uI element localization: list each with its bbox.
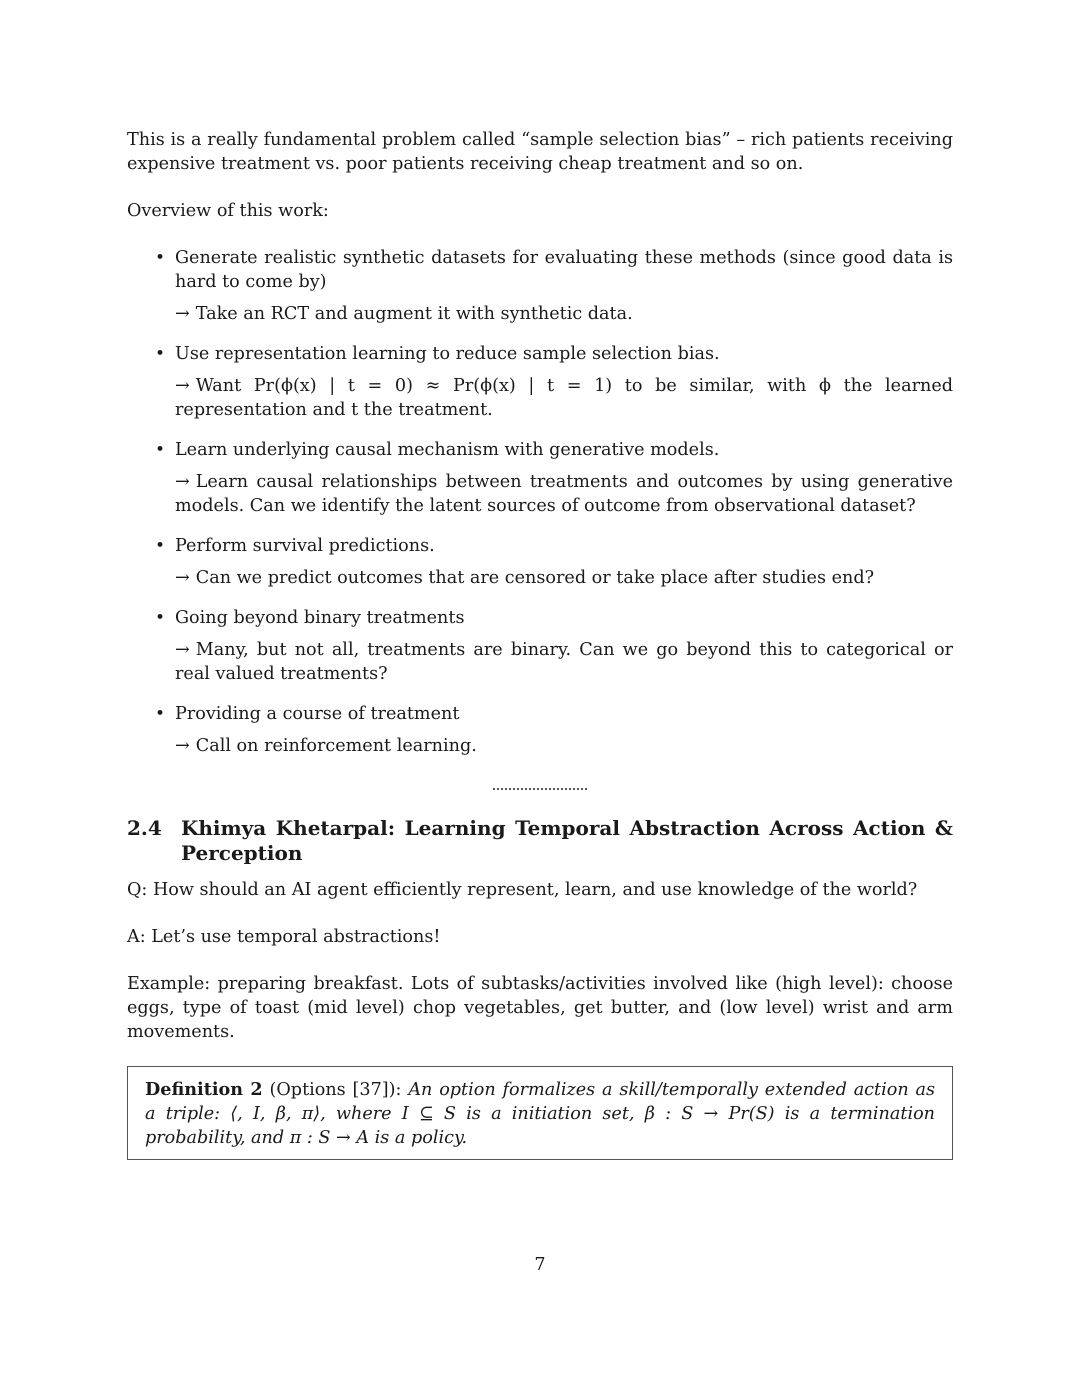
arrow-icon: → — [175, 304, 190, 324]
list-item-sub — [175, 566, 953, 590]
overview-heading: Overview of this work: — [127, 201, 329, 221]
list-item-sub-text: Learn causal relationships between treatments and outcomes by using generative models. Can we identify the latent sources of outcome from observational dataset? — [175, 472, 953, 516]
section-title: Khimya Khetarpal: Learning Temporal Abstraction Across Action & Perception — [181, 816, 953, 865]
list-item-sub-text: Can we predict outcomes that are censored or take place after studies end? — [195, 568, 875, 588]
page-number: 7 — [534, 1255, 546, 1275]
arrow-icon: → — [175, 736, 190, 756]
list-item-sub — [175, 302, 953, 326]
list-item — [127, 246, 953, 326]
arrow-icon: → — [175, 472, 190, 492]
page-content — [127, 128, 953, 1160]
definition-ref: (Options [37]): — [269, 1080, 402, 1100]
answer-paragraph: A: Let’s use temporal abstractions! — [127, 927, 441, 947]
list-item-sub — [175, 374, 953, 422]
list-item-main: Going beyond binary treatments — [175, 608, 465, 628]
list-item-sub-text: Call on reinforcement learning. — [195, 736, 477, 756]
list-item-main: Generate realistic synthetic datasets for evaluating these methods (since good data is hard to come by) — [175, 248, 953, 292]
bullet-icon: • — [155, 536, 166, 556]
list-item-main: Perform survival predictions. — [175, 536, 435, 556]
definition-box — [127, 1066, 953, 1160]
bullet-icon: • — [155, 440, 166, 460]
list-item-main: Use representation learning to reduce sample selection bias. — [175, 344, 720, 364]
definition-text: An option formalizes a skill/temporally extended action as a triple: ⟨, I, β, π⟩, where I ⊆ S is a initiation set, β : S → Pr(S) is a termination probability, and π : S → A is a policy. — [145, 1080, 936, 1148]
list-item — [127, 438, 953, 518]
list-item — [127, 534, 953, 590]
list-item-sub — [175, 638, 953, 686]
arrow-icon: → — [175, 568, 190, 588]
bullet-icon: • — [155, 608, 166, 628]
bullet-icon: • — [155, 248, 166, 268]
list-item-sub-text: Take an RCT and augment it with synthetic data. — [195, 304, 633, 324]
question-paragraph: Q: How should an AI agent efficiently represent, learn, and use knowledge of the world? — [127, 880, 918, 900]
example-paragraph: Example: preparing breakfast. Lots of subtasks/activities involved like (high level): choose eggs, type of toast (mid level) chop vegetables, get butter, and (low level) wrist and arm movements. — [127, 974, 953, 1042]
definition-label: Definition 2 — [145, 1079, 263, 1100]
bullet-icon: • — [155, 704, 166, 724]
list-item-sub — [175, 470, 953, 518]
list-item-sub — [175, 734, 953, 758]
list-item-main: Learn underlying causal mechanism with generative models. — [175, 440, 720, 460]
bullet-icon: • — [155, 344, 166, 364]
arrow-icon: → — [175, 376, 190, 396]
section-heading — [127, 816, 953, 866]
list-item — [127, 702, 953, 758]
dotted-separator — [493, 788, 587, 790]
list-item — [127, 342, 953, 422]
section-number: 2.4 — [127, 816, 162, 840]
list-item — [127, 606, 953, 686]
list-item-sub-text: Many, but not all, treatments are binary. Can we go beyond this to categorical or real valued treatments? — [175, 640, 953, 684]
overview-list — [127, 246, 953, 758]
list-item-main: Providing a course of treatment — [175, 704, 460, 724]
list-item-sub-text: Want Pr(ϕ(x) | t = 0) ≈ Pr(ϕ(x) | t = 1) to be similar, with ϕ the learned representation and t the treatment. — [175, 376, 953, 420]
arrow-icon: → — [175, 640, 190, 660]
intro-paragraph: This is a really fundamental problem called “sample selection bias” – rich patients receiving expensive treatment vs. poor patients receiving cheap treatment and so on. — [127, 130, 953, 174]
